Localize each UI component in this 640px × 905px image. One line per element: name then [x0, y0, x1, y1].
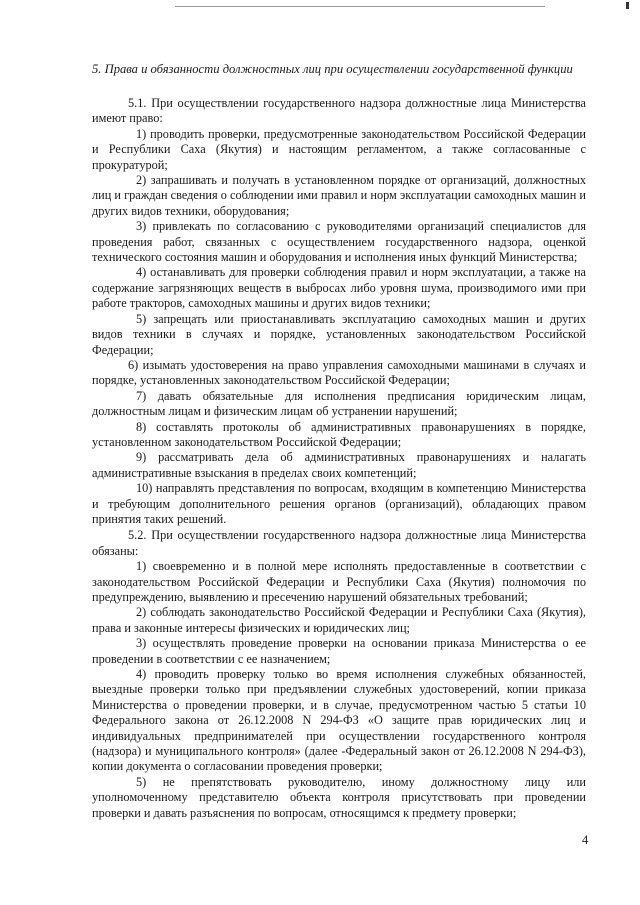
list-item: 3) осуществлять проведение проверки на основании приказа Министерства о ее проведении в соответствии с ее назначением; — [92, 636, 586, 666]
list-item: 6) изымать удостоверения на право управления самоходными машинами в случаях и порядке, установленных законодательством Российской Федерации; — [92, 357, 586, 388]
top-scan-line — [175, 6, 545, 7]
section-title: 5. Права и обязанности должностных лиц при осуществлении государственной функции — [92, 62, 573, 76]
list-item: 2) запрашивать и получать в установленном порядке от организаций, должностных лиц и граждан сведения о соблюдении ими правил и норм эксплуатации самоходных машин и других видов техники, оборудования; — [92, 173, 586, 218]
list-item: 9) рассматривать дела об административных правонарушениях и налагать административные взыскания в пределах своих компетенций; — [92, 450, 586, 480]
list-item: 5) не препятствовать руководителю, иному должностному лицу или уполномоченному представителю объекта контроля присутствовать при проведении проверки и давать разъяснения по вопросам, относящимся к предмету проверки; — [92, 774, 586, 820]
list-item: 5) запрещать или приостанавливать эксплуатацию самоходных машин и других видов техники в случаях и порядке, установленных законодательством Российской Федерации; — [92, 311, 586, 357]
list-item: 2) соблюдать законодательство Российской Федерации и Республики Саха (Якутия), права и законные интересы физических и юридических лиц; — [92, 605, 586, 635]
list-item: 7) давать обязательные для исполнения предписания юридическим лицам, должностным лицам и физическим лицам об устранении нарушений; — [92, 388, 586, 419]
paragraph-5-1-intro: 5.1. При осуществлении государственного надзора должностные лица Министерства имеют право: — [92, 96, 586, 126]
list-item: 4) проводить проверку только во время исполнения служебных обязанностей, выездные проверки только при предъявлении служебных удостоверений, копии приказа Министерства о проведении проверки, и в случае, предусмотренном частью 5 статьи 10 Федерального закона от 26.12.2008 N 294-ФЗ «О защите прав юридических лиц и индивидуальных предпринимателей при осуществлении государственного контроля (надзора) и муниципального контроля» (далее -Федеральный закон от 26.12.2008 N 294-ФЗ), копии документа о согласовании проведения проверки; — [92, 667, 586, 774]
list-item: 8) составлять протоколы об административных правонарушениях в порядке, установленном законодательством Российской Федерации; — [92, 419, 586, 449]
paragraph-5-2-intro: 5.2. При осуществлении государственного надзора должностные лица Министерства обязаны: — [92, 528, 586, 558]
list-item: 10) направлять представления по вопросам, входящим в компетенцию Министерства и требующим дополнительного решения органов (организаций), обладающих правом принятия таких решений. — [92, 481, 586, 526]
list-item: 4) останавливать для проверки соблюдения правил и норм эксплуатации, а также на содержание загрязняющих веществ в выбросах либо уровня шума, производимого ими при работе тракторов, самоходных машины и других видов техники; — [92, 265, 586, 311]
list-item: 1) своевременно и в полной мере исполнять предоставленные в соответствии с законодательством Российской Федерации и Республики Саха (Якутия) полномочия по предупреждению, выявлению и пресечению нарушений обязательных требований; — [92, 559, 586, 604]
page-number: 4 — [582, 833, 589, 847]
list-item: 3) привлекать по согласованию с руководителями организаций специалистов для проведения работ, связанных с осуществлением государственного надзора, оценкой технического состояния машин и оборудования и исполнения иных функций Министерства; — [92, 219, 586, 265]
document-body — [92, 96, 586, 821]
top-scan-mark — [626, 2, 629, 9]
list-item: 1) проводить проверки, предусмотренные законодательством Российской Федерации и Республики Саха (Якутия) и настоящим регламентом, а также согласованные с прокуратурой; — [92, 126, 586, 172]
